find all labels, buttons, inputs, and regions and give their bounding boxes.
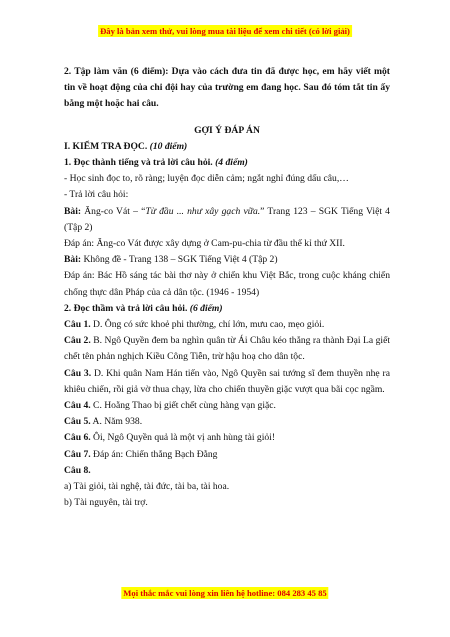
answer-title: GỢI Ý ĐÁP ÁN [194,124,260,136]
section-1-label: I. KIỂM TRA ĐỌC. [64,140,150,152]
bai-2 [64,252,390,268]
dap-an-2: Đáp án: Bác Hồ sáng tác bài thơ này ở chiến khu Việt Bắc, trong cuộc kháng chiến chống thực dân Pháp của cả dân tộc. (1946 - 1954) [64,270,390,298]
answer-label: Câu 2. [64,335,91,347]
sub-1-points: (4 điểm) [215,157,248,169]
answer-item [64,430,390,446]
bai-2-label: Bài: [64,254,82,266]
sub-2-points: (6 điểm) [189,302,223,314]
answer-text: C. Hoằng Thao bị giết chết cùng hàng vạn giặc. [90,400,276,412]
answer-label: Câu 5. [64,416,91,428]
answer-item [64,447,390,463]
answer-text: B. Ngô Quyền đem ba nghìn quân từ Ái Châu kéo thẳng ra thành Đại La giết chết tên phản nghịch Kiều Công Tiễn, trừ hậu hoạ cho dân tộc. [64,335,390,363]
bai-1-post: ” Trang 123 – SGK Tiếng Việt 4 (Tập 2) [64,205,390,233]
answer-text: Đáp án: Chiến thắng Bạch Đằng [90,448,218,460]
answer-instruction: - Trả lời câu hỏi: [64,189,129,201]
answer-label: Câu 6. [64,432,91,444]
bai-1-pre: Ăng-co Vát – “ [81,205,146,217]
answer-text: Ôi, Ngô Quyền quả là một vị anh hùng tài giỏi! [90,432,276,444]
answer-text: A. Năm 938. [90,416,143,428]
section-1-heading [64,139,390,155]
answer-text: D. Khi quân Nam Hán tiến vào, Ngô Quyền sai tướng sĩ đem thuyền nhẹ ra khiêu chiến, rồi giả vờ thua chạy, lừa cho chiến thuyền giặc vượt qua bãi cọc ngầm. [64,367,390,395]
sub-2-label: 2. Đọc thầm và trả lời câu hỏi. [64,302,190,314]
answer-item [64,366,390,398]
hotline-banner: Mọi thắc mắc vui lòng xin liên hệ hotline: 084 283 45 85 [123,588,327,598]
preview-banner: Đây là bản xem thử, vui lòng mua tài liệu để xem chi tiết (có lời giải) [100,26,350,36]
cau-8-option-a: a) Tài giỏi, tài nghệ, tài đức, tài ba, tài hoa. [64,481,230,493]
document-body [64,64,390,511]
sub-2-heading [64,301,390,317]
answer-item [64,414,390,430]
answer-item [64,333,390,365]
bai-2-text: Không đề - Trang 138 – SGK Tiếng Việt 4 (Tập 2) [81,254,278,266]
cau-8-option-b: b) Tài nguyên, tài trợ. [64,497,148,509]
reading-instruction: - Học sinh đọc to, rõ ràng; luyện đọc diễn cảm; ngắt nghỉ đúng dấu câu,… [64,173,349,185]
sub-1-label: 1. Đọc thành tiếng và trả lời câu hỏi. [64,157,216,169]
task-2-essay: 2. Tập làm văn (6 điểm): Dựa vào cách đưa tin đã được học, em hãy viết một tin về hoạt động của chi đội hay của trường em đang học. Sau đó tóm tắt tin ấy bằng một hoặc hai câu. [64,66,390,110]
answer-label: Câu 7. [64,448,91,460]
answer-item [64,398,390,414]
answer-label: Câu 3. [64,367,92,379]
dap-an-1: Đáp án: Ăng-co Vát được xây dựng ở Cam-pu-chia từ đầu thế kỉ thứ XII. [64,238,345,250]
sub-1-heading [64,155,390,171]
section-1-points: (10 điểm) [149,140,188,152]
answer-label: Câu 1. [64,319,91,331]
bai-1-quote: Từ đầu ... như xây gạch vữa. [145,205,261,217]
answer-item [64,317,390,333]
answer-label: Câu 8. [64,464,91,476]
bai-1-label: Bài: [64,205,82,217]
bai-1 [64,204,390,236]
answer-label: Câu 4. [64,400,91,412]
answer-item [64,463,390,479]
answer-text: D. Ông có sức khoẻ phi thường, chí lớn, mưu cao, mẹo giỏi. [90,319,325,331]
